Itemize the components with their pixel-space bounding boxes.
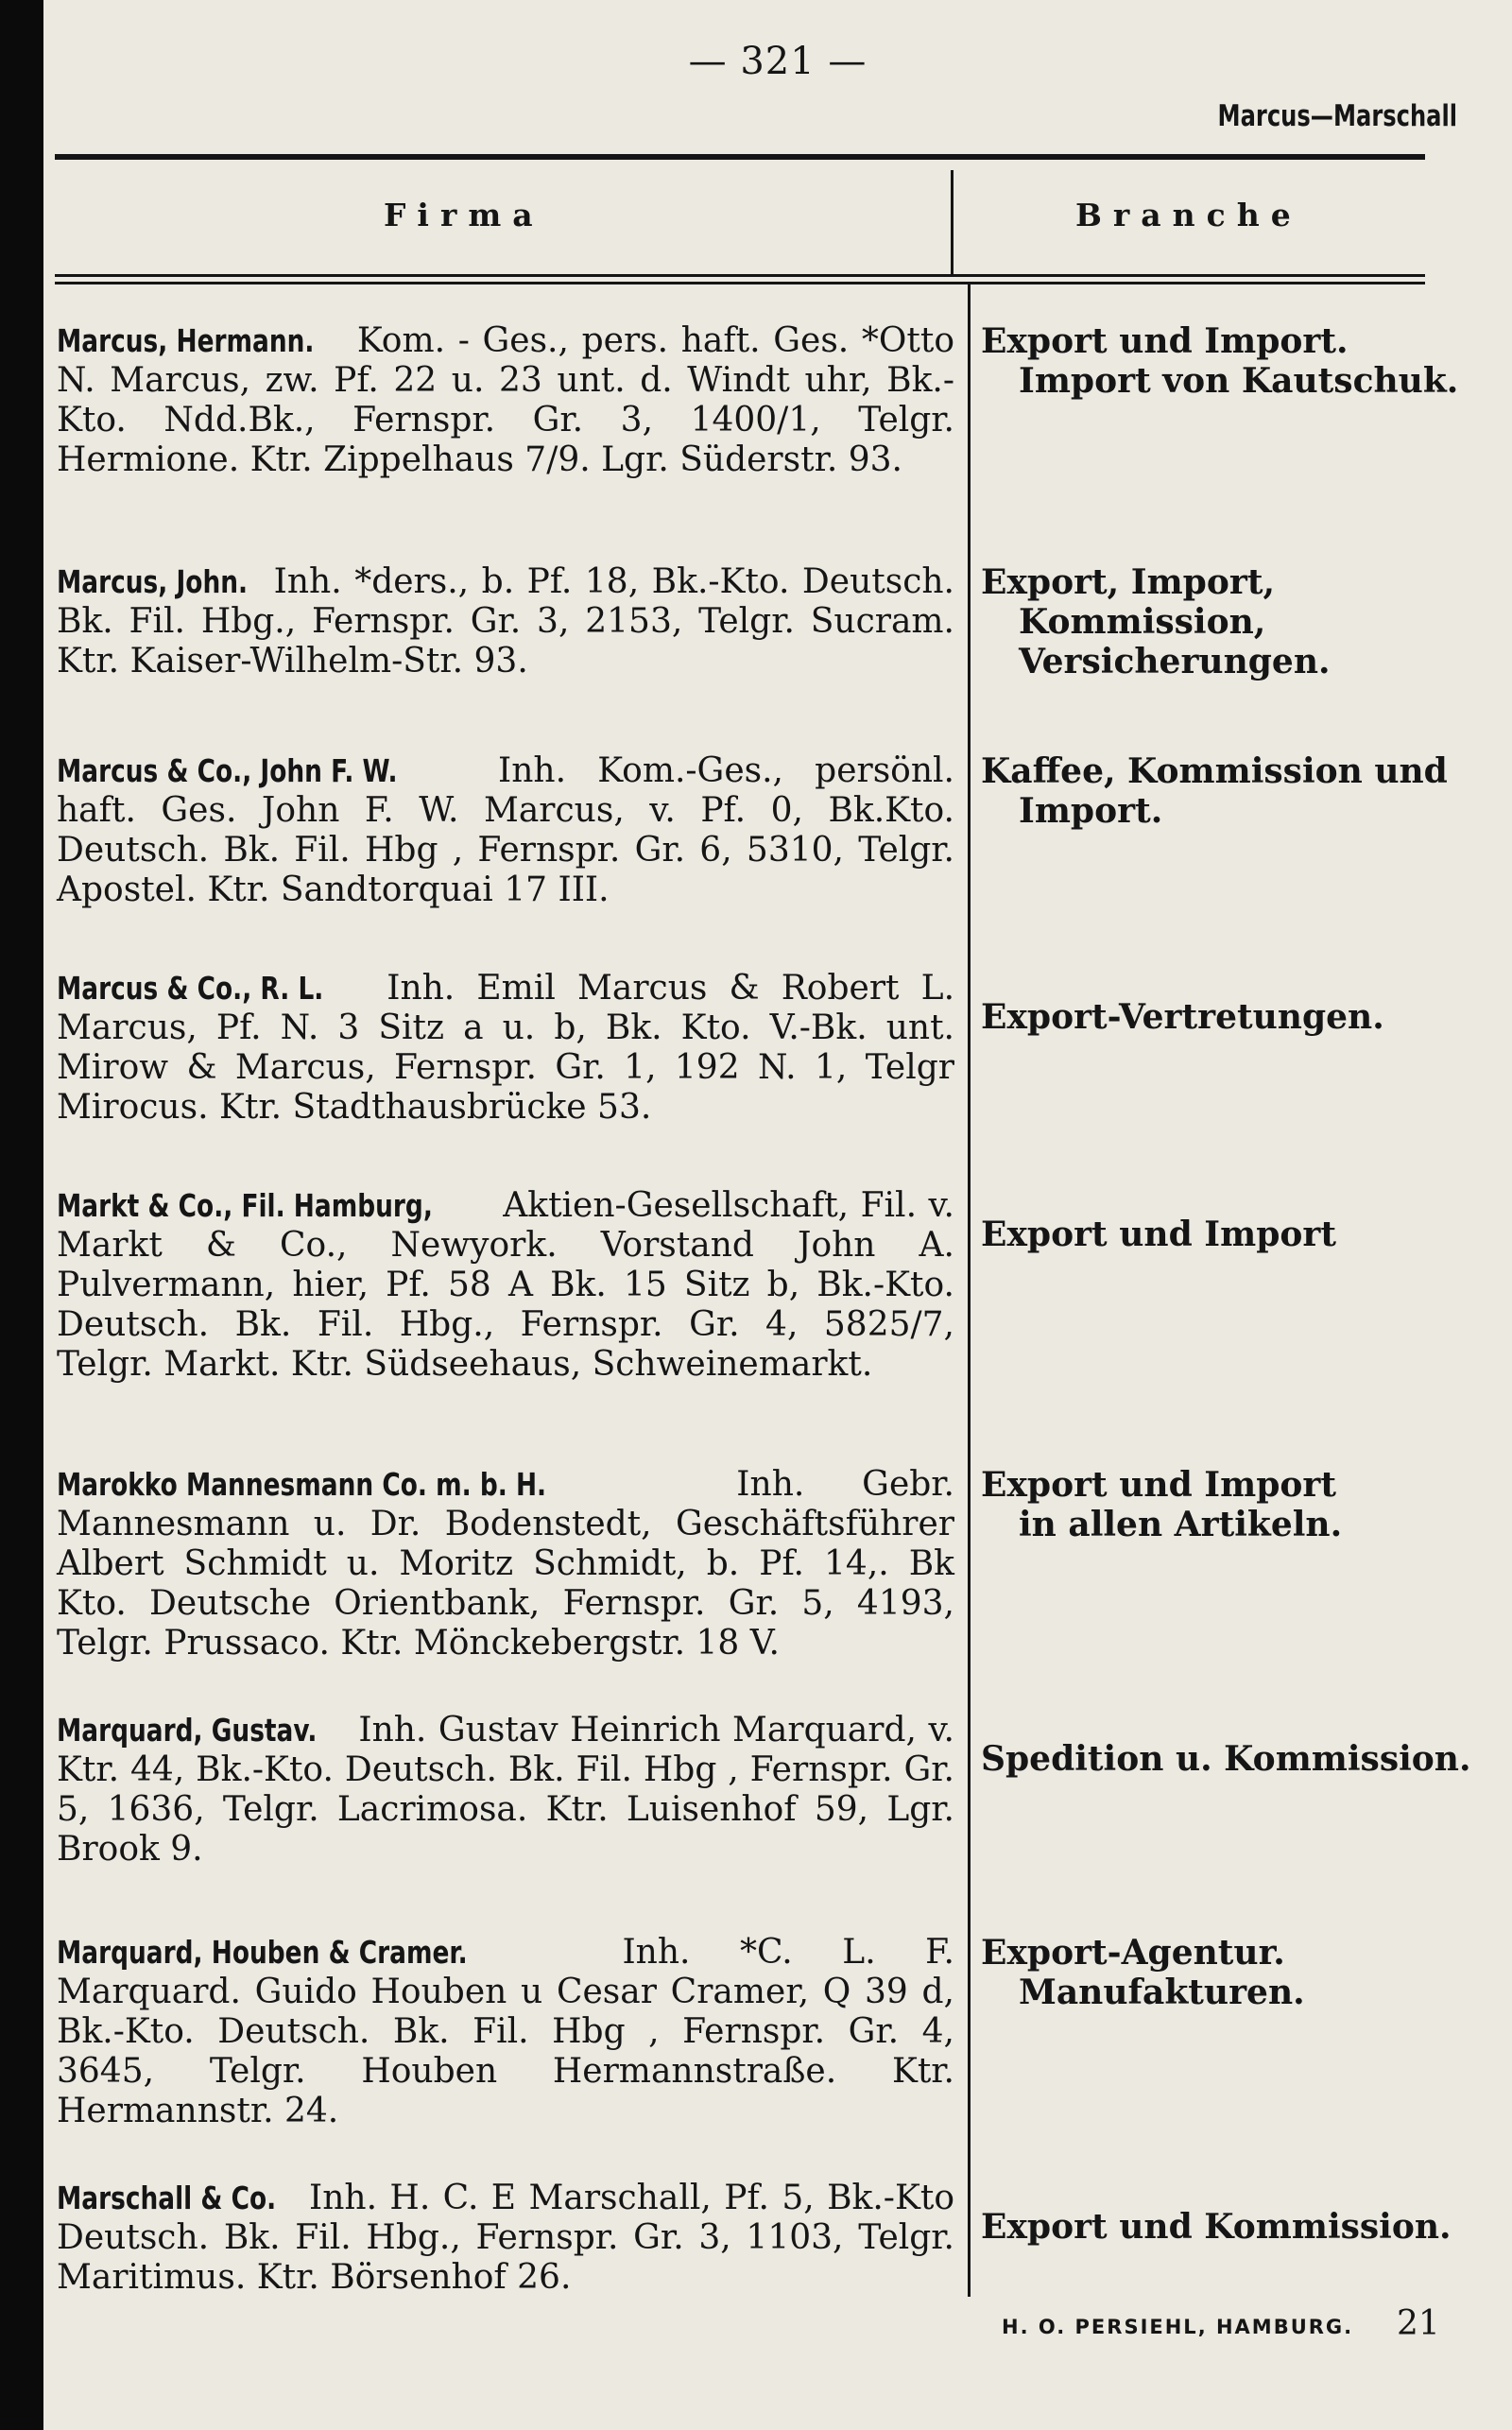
branch-line: Import von Kautschuk.	[1019, 361, 1459, 401]
entry-text	[57, 2179, 954, 2298]
firm-details: Kom. - Ges., pers. haft. Ges. *Otto N. Marcus, zw. Pf. 22 u. 23 unt. d. Windt uhr, Bk.-Kto. Ndd.Bk., Fernspr. Gr. 3, 1400/1, Telgr. Hermione. Ktr. Zippelhaus 7/9. Lgr. Süderstr. 93.	[57, 321, 955, 479]
firm-details: Inh. *ders., b. Pf. 18, Bk.-Kto. Deutsch. Bk. Fil. Hbg., Fernspr. Gr. 3, 2153, Telgr. Sucram. Ktr. Kaiser-Wilhelm-Str. 93.	[57, 562, 955, 681]
entry-text	[57, 1711, 954, 1870]
firm-name: Marcus & Co., R. L.	[57, 970, 324, 1007]
branch-line: Import.	[1019, 791, 1163, 831]
firm-name: Markt & Co., Fil. Hamburg,	[57, 1187, 433, 1224]
firm-details: Aktien-Gesellschaft, Fil. v. Markt & Co., Newyork. Vorstand John A. Pulvermann, hier, Pf. 58 A Bk. 15 Sitz b, Bk.-Kto. Deutsch. Bk. Fil. Hbg., Fernspr. Gr. 4, 5825/7, Telgr. Markt. Ktr. Südseehaus, Schweinemarkt.	[57, 1186, 954, 1384]
branch-line: Export und Import	[981, 1465, 1336, 1505]
top-rule	[55, 154, 1425, 160]
header-bottom-rule	[55, 274, 1425, 277]
firm-details: Inh. H. C. E Marschall, Pf. 5, Bk.-Kto Deutsch. Bk. Fil. Hbg., Fernspr. Gr. 3, 1103, Telgr. Maritimus. Ktr. Börsenhof 26.	[57, 2179, 954, 2297]
firm-details: Inh. *C. L. F. Marquard. Guido Houben u Cesar Cramer, Q 39 d, Bk.-Kto. Deutsch. Bk. Fil. Hbg , Fernspr. Gr. 4, 3645, Telgr. Houben Hermannstraße. Ktr. Hermannstr. 24.	[57, 1933, 954, 2130]
entry-text	[57, 562, 954, 681]
branch-description	[981, 321, 1510, 401]
directory-page	[43, 0, 1512, 2430]
branch-description	[981, 562, 1510, 681]
branch-description	[981, 2207, 1510, 2247]
branch-line: Export und Import.	[981, 321, 1349, 361]
firm-name: Marquard, Houben & Cramer.	[57, 1934, 468, 1971]
firm-name: Marokko Mannesmann Co. m. b. H.	[57, 1466, 547, 1503]
branch-line: Export und Kommission.	[981, 2207, 1452, 2247]
page-number: — 321 —	[688, 40, 868, 83]
firm-name: Marcus & Co., John F. W.	[57, 752, 398, 789]
firm-name: Marschall & Co.	[57, 2180, 277, 2216]
firm-name: Marcus, John.	[57, 563, 249, 600]
firm-details: Inh. Kom.-Ges., persönl. haft. Ges. John F. W. Marcus, v. Pf. 0, Bk.Kto. Deutsch. Bk. Fil. Hbg , Fernspr. Gr. 6, 5310, Telgr. Apostel. Ktr. Sandtorquai 17 III.	[57, 751, 954, 909]
branch-description	[981, 997, 1510, 1037]
branch-description	[981, 751, 1510, 831]
firm-details: Inh. Gustav Heinrich Marquard, v. Ktr. 44, Bk.-Kto. Deutsch. Bk. Fil. Hbg , Fernspr. Gr. 5, 1636, Telgr. Lacrimosa. Ktr. Luisenhof 59, Lgr. Brook 9.	[57, 1711, 955, 1869]
column-divider	[968, 284, 971, 2297]
branch-line: Export-Vertretungen.	[981, 997, 1384, 1037]
branch-line: Spedition u. Kommission.	[981, 1739, 1471, 1779]
entry-text	[57, 321, 954, 480]
branch-description	[981, 1933, 1510, 2012]
branch-line: Export-Agentur.	[981, 1933, 1285, 1973]
firm-details: Inh. Gebr. Mannesmann u. Dr. Bodenstedt, Geschäftsführer Albert Schmidt u. Moritz Schmidt, b. Pf. 14,. Bk Kto. Deutsche Orientbank, Fernspr. Gr. 5, 4193, Telgr. Prussaco. Ktr. Mönckebergstr. 18 V.	[57, 1465, 954, 1663]
firm-details: Inh. Emil Marcus & Robert L. Marcus, Pf. N. 3 Sitz a u. b, Bk. Kto. V.-Bk. unt. Mirow & Marcus, Fernspr. Gr. 1, 192 N. 1, Telgr Mirocus. Ktr. Stadthausbrücke 53.	[57, 969, 955, 1127]
branch-line: in allen Artikeln.	[1019, 1505, 1343, 1544]
column-header-branche: Branche	[1075, 197, 1302, 233]
branch-line: Kommission,	[1019, 602, 1266, 642]
running-head: Marcus—Marschall	[1217, 99, 1457, 133]
sheet-number: 21	[1397, 2304, 1440, 2343]
branch-line: Export und Import	[981, 1215, 1336, 1254]
entry-text	[57, 1186, 954, 1385]
entry-text	[57, 1933, 954, 2131]
entry-text	[57, 751, 954, 910]
branch-line: Manufakturen.	[1019, 1973, 1305, 2012]
entry-text	[57, 1465, 954, 1663]
branch-line: Export, Import,	[981, 562, 1275, 602]
branch-description	[981, 1739, 1510, 1779]
firm-name: Marcus, Hermann.	[57, 322, 315, 359]
firm-name: Marquard, Gustav.	[57, 1712, 318, 1749]
branch-description	[981, 1215, 1510, 1254]
branch-description	[981, 1465, 1510, 1544]
branch-line: Versicherungen.	[1019, 642, 1331, 681]
header-bottom-rule-2	[55, 282, 1425, 284]
entry-text	[57, 969, 954, 1128]
printer-imprint: H. O. PERSIEHL, HAMBURG.	[1002, 2316, 1354, 2338]
column-header-firma: Firma	[384, 197, 544, 233]
branch-line: Kaffee, Kommission und	[981, 751, 1448, 791]
header-divider	[951, 170, 954, 274]
